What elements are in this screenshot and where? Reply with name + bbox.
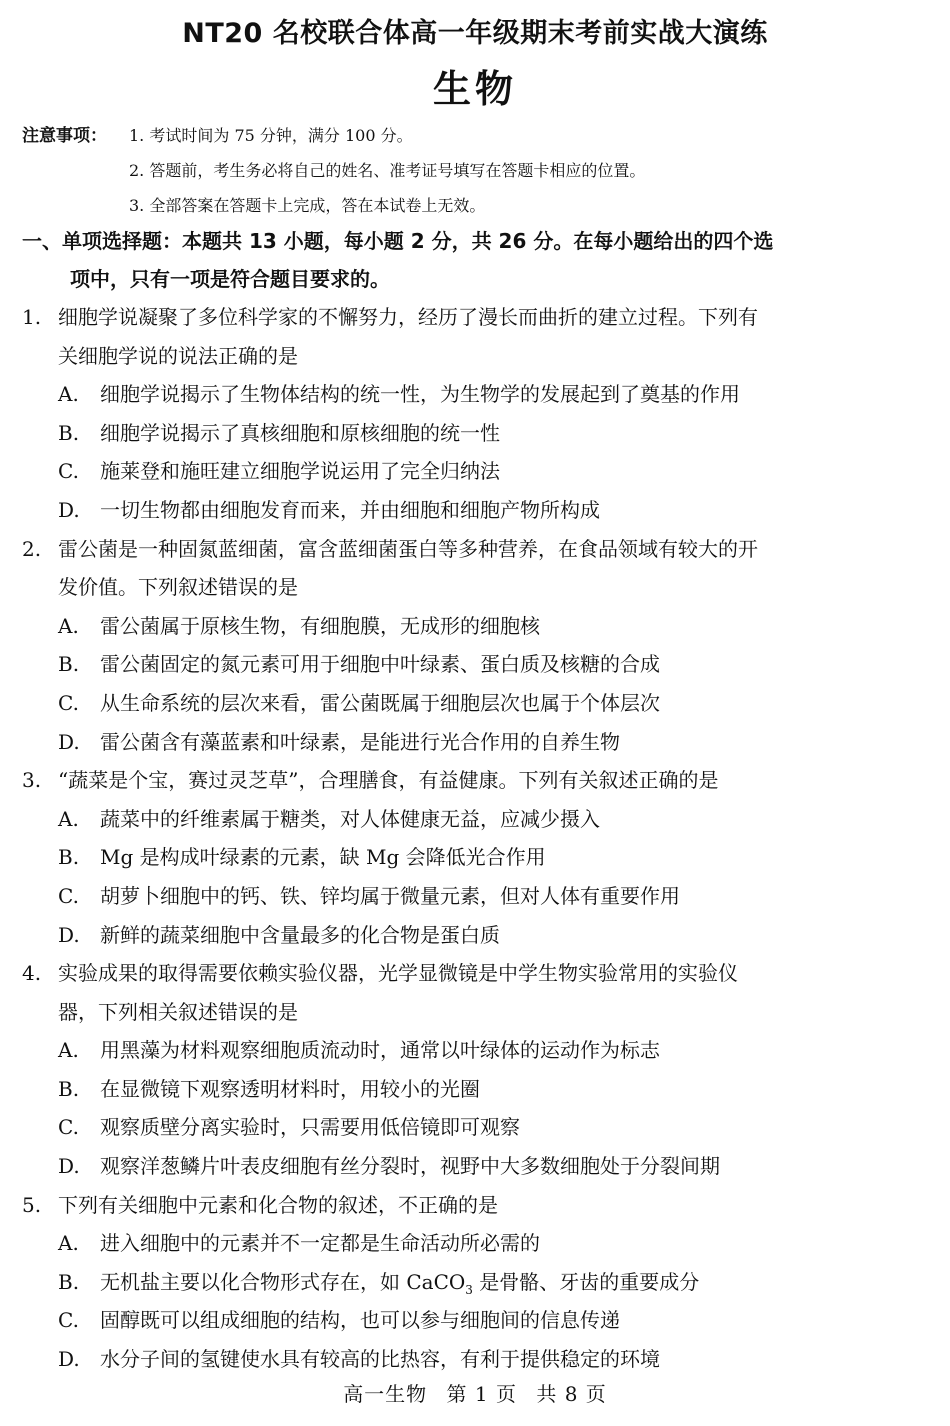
option-c[interactable] <box>22 684 937 723</box>
question-stem-line: 发价值。下列叙述错误的是 <box>58 575 298 600</box>
option-letter: D. <box>58 922 80 947</box>
notice-label: 注意事项： <box>22 126 107 146</box>
question-number: 4. <box>22 961 42 986</box>
question-stem-line <box>22 298 937 337</box>
notice-item: 1. 考试时间为 75 分钟，满分 100 分。 <box>129 126 413 145</box>
option-text: 雷公菌属于原核生物，有细胞膜，无成形的细胞核 <box>100 613 540 638</box>
notice-row <box>22 188 932 223</box>
question-list <box>22 298 937 1379</box>
option-text: 进入细胞中的元素并不一定都是生命活动所必需的 <box>100 1231 540 1256</box>
question-number: 5. <box>22 1192 42 1217</box>
question-stem-text: 雷公菌是一种固氮蓝细菌，富含蓝细菌蛋白等多种营养，在食品领域有较大的开 <box>58 536 758 561</box>
question-stem-text: 细胞学说凝聚了多位科学家的不懈努力，经历了漫长而曲折的建立过程。下列有 <box>58 305 758 329</box>
question-stem-text: 实验成果的取得需要依赖实验仪器，光学显微镜是中学生物实验常用的实验仪 <box>58 961 738 986</box>
option-letter: A. <box>58 806 79 831</box>
option-a[interactable] <box>22 1224 937 1263</box>
option-text: 一切生物都由细胞发育而来，并由细胞和细胞产物所构成 <box>100 497 600 522</box>
section-heading-line: 项中，只有一项是符合题目要求的。 <box>70 267 390 291</box>
option-c[interactable] <box>22 1108 937 1147</box>
option-text: 施莱登和施旺建立细胞学说运用了完全归纳法 <box>100 459 500 484</box>
question-stem-line: 关细胞学说的说法正确的是 <box>58 343 298 368</box>
option-b[interactable] <box>22 1070 937 1109</box>
option-text: 雷公菌固定的氮元素可用于细胞中叶绿素、蛋白质及核糖的合成 <box>100 652 660 677</box>
notice-row <box>22 118 932 153</box>
option-letter: C. <box>58 459 79 484</box>
option-subscript: 3 <box>465 1282 473 1297</box>
option-letter: D. <box>58 1154 80 1179</box>
option-letter: C. <box>58 1115 79 1140</box>
question-stem-line <box>22 530 937 569</box>
option-text: 水分子间的氢键使水具有较高的比热容，有利于提供稳定的环境 <box>100 1347 660 1372</box>
question-stem-line <box>22 761 937 800</box>
option-letter: C. <box>58 883 79 908</box>
option-text: 雷公菌含有藻蓝素和叶绿素，是能进行光合作用的自养生物 <box>100 729 620 754</box>
option-text-after: 是骨骼、牙齿的重要成分 <box>472 1269 700 1294</box>
option-letter: A. <box>58 382 79 407</box>
option-text: 观察质壁分离实验时，只需要用低倍镜即可观察 <box>100 1115 520 1140</box>
option-text-before: 无机盐主要以化合物形式存在，如 CaCO <box>100 1269 466 1294</box>
option-letter: B. <box>58 652 80 677</box>
option-c[interactable] <box>22 877 937 916</box>
option-b[interactable] <box>22 645 937 684</box>
option-a[interactable] <box>22 375 937 414</box>
option-letter: A. <box>58 613 79 638</box>
exam-title: NT20 名校联合体高一年级期末考前实战大演练 <box>182 18 768 49</box>
option-letter: C. <box>58 690 79 715</box>
option-text: 固醇既可以组成细胞的结构，也可以参与细胞间的信息传递 <box>100 1308 620 1333</box>
option-letter: D. <box>58 1347 80 1372</box>
notice-item: 3. 全部答案在答题卡上完成，答在本试卷上无效。 <box>129 196 486 215</box>
option-a[interactable] <box>22 1031 937 1070</box>
option-letter: B. <box>58 1076 80 1101</box>
option-text: 观察洋葱鳞片叶表皮细胞有丝分裂时，视野中大多数细胞处于分裂间期 <box>100 1154 720 1179</box>
option-b[interactable] <box>22 838 937 877</box>
question-stem-line <box>22 954 937 993</box>
option-text: 新鲜的蔬菜细胞中含量最多的化合物是蛋白质 <box>100 922 500 947</box>
question-number: 3. <box>22 768 42 793</box>
option-letter: A. <box>58 1038 79 1063</box>
option-b[interactable] <box>22 414 937 453</box>
section-heading <box>22 222 937 298</box>
option-letter: A. <box>58 1231 79 1256</box>
option-letter: B. <box>58 845 80 870</box>
question-stem-line <box>22 1186 937 1225</box>
notice-item: 2. 答题前，考生务必将自己的姓名、准考证号填写在答题卡相应的位置。 <box>129 161 646 180</box>
question-number: 2. <box>22 536 42 561</box>
option-text: 从生命系统的层次来看，雷公菌既属于细胞层次也属于个体层次 <box>100 690 660 715</box>
option-letter: B. <box>58 1269 80 1294</box>
footer-subject: 高一生物 <box>343 1382 428 1406</box>
option-text: 细胞学说揭示了生物体结构的统一性，为生物学的发展起到了奠基的作用 <box>100 382 740 407</box>
option-c[interactable] <box>22 452 937 491</box>
page-footer <box>0 1377 950 1411</box>
option-text: 在显微镜下观察透明材料时，用较小的光圈 <box>100 1076 480 1101</box>
footer-page-total: 共 8 页 <box>536 1382 607 1406</box>
option-text: 用黑藻为材料观察细胞质流动时，通常以叶绿体的运动作为标志 <box>100 1038 660 1063</box>
option-text: Mg 是构成叶绿素的元素，缺 Mg 会降低光合作用 <box>100 845 546 870</box>
option-letter: B. <box>58 420 80 445</box>
option-c[interactable] <box>22 1301 937 1340</box>
option-b[interactable] <box>22 1263 937 1302</box>
option-text: 蔬菜中的纤维素属于糖类，对人体健康无益，应减少摄入 <box>100 806 600 831</box>
question-stem-line: 器，下列相关叙述错误的是 <box>58 999 298 1024</box>
option-a[interactable] <box>22 800 937 839</box>
option-letter: D. <box>58 729 80 754</box>
option-d[interactable] <box>22 1340 937 1379</box>
option-a[interactable] <box>22 607 937 646</box>
option-letter: D. <box>58 497 80 522</box>
option-d[interactable] <box>22 916 937 955</box>
section-heading-line: 一、单项选择题：本题共 13 小题，每小题 2 分，共 26 分。在每小题给出的四个选 <box>22 229 774 253</box>
option-letter: C. <box>58 1308 79 1333</box>
footer-page-number: 第 1 页 <box>446 1382 517 1406</box>
subject-title: 生物 <box>432 67 517 111</box>
question-stem-text: 下列有关细胞中元素和化合物的叙述，不正确的是 <box>58 1192 498 1217</box>
notice-block <box>22 118 932 223</box>
option-d[interactable] <box>22 1147 937 1186</box>
notice-row <box>22 153 932 188</box>
option-text: 细胞学说揭示了真核细胞和原核细胞的统一性 <box>100 420 500 445</box>
option-text: 胡萝卜细胞中的钙、铁、锌均属于微量元素，但对人体有重要作用 <box>100 883 680 908</box>
question-stem-text: “蔬菜是个宝，赛过灵芝草”，合理膳食，有益健康。下列有关叙述正确的是 <box>58 768 719 793</box>
option-d[interactable] <box>22 723 937 762</box>
option-d[interactable] <box>22 491 937 530</box>
question-number: 1. <box>22 305 42 329</box>
